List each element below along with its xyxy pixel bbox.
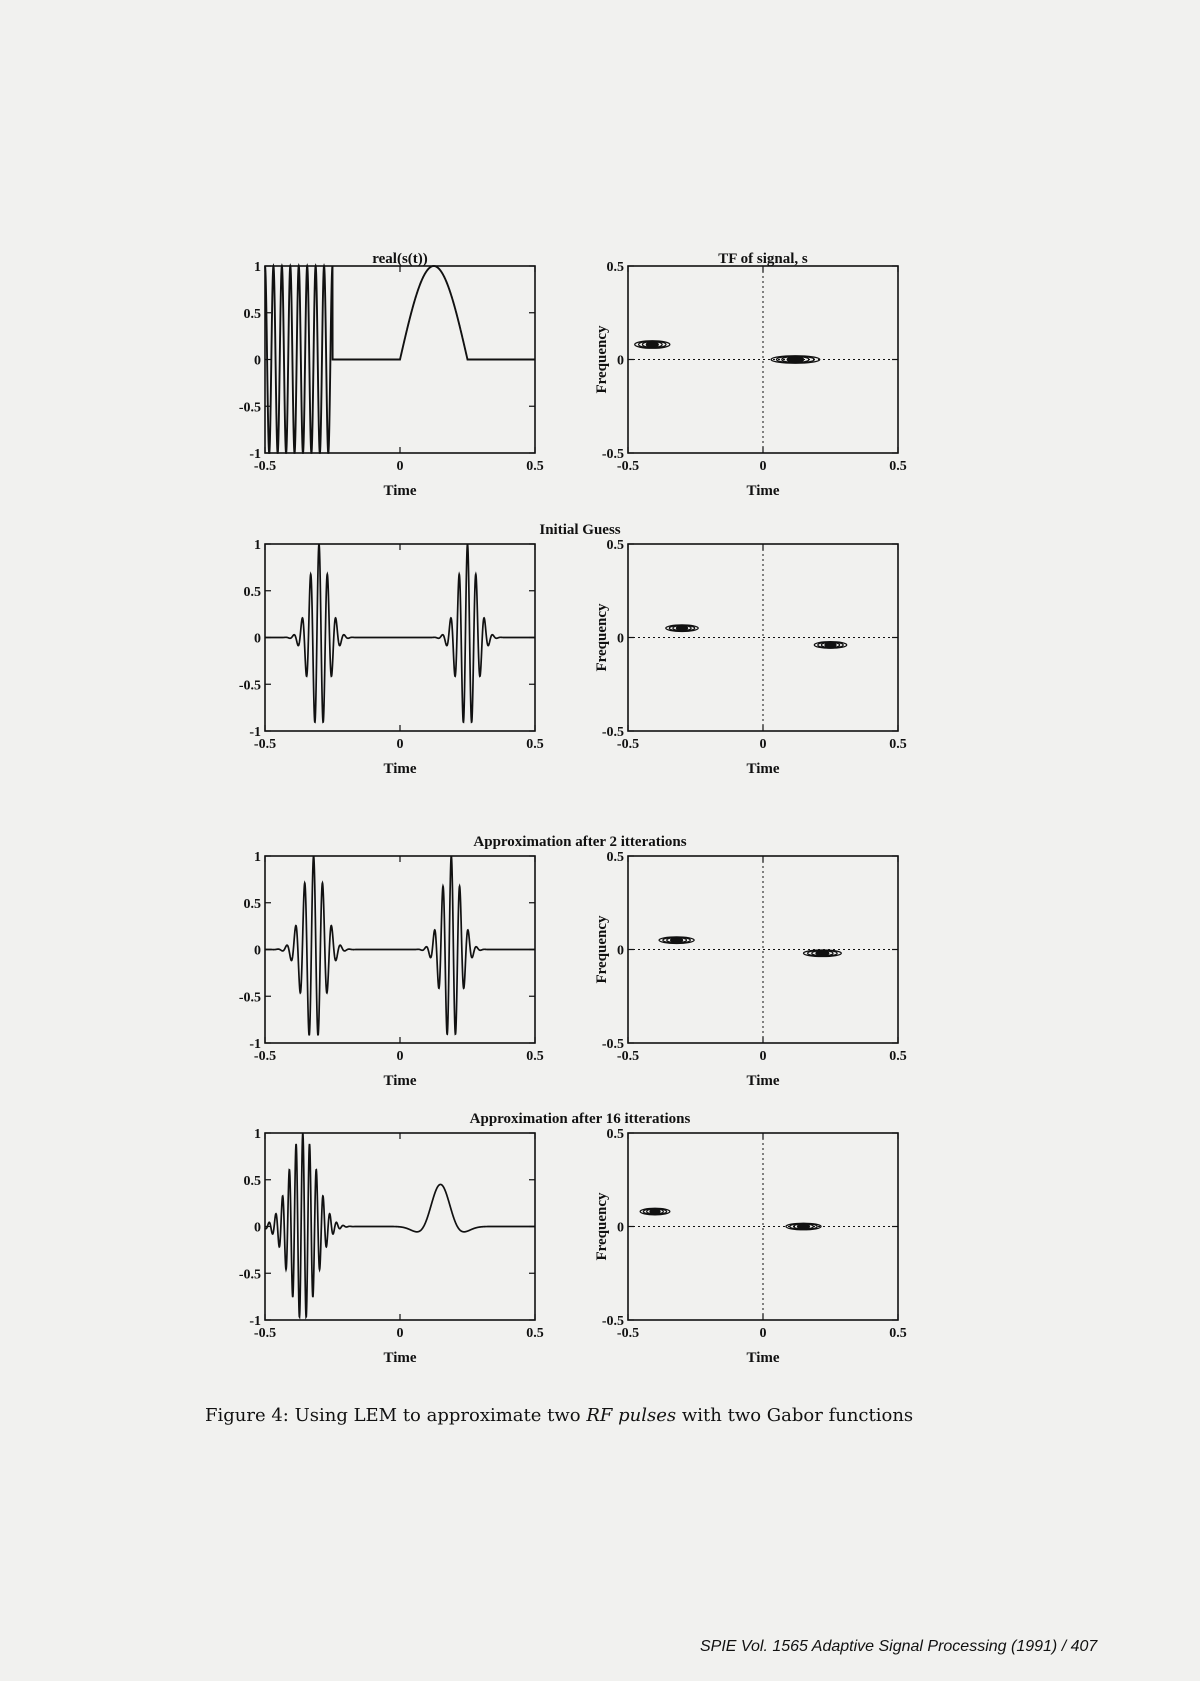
row2-signal-panel: [239, 522, 621, 777]
row4-signal-xtick-label: -0.5: [253, 1326, 277, 1341]
row2-tf-xlabel: Time: [746, 761, 780, 777]
row2-signal-ytick-label: 0.5: [243, 584, 261, 600]
row4-tf-ylabel: Frequency: [594, 1192, 610, 1261]
row3-tf-ytick-label: 0.5: [606, 850, 624, 865]
caption-prefix: Figure 4: Using LEM to approximate two: [205, 1405, 581, 1426]
row4-signal-xlabel: Time: [383, 1350, 417, 1366]
row3-signal-ytick-label: -1: [249, 1037, 261, 1052]
row2-signal-ytick-label: -0.5: [238, 678, 261, 694]
row4-signal-line-gabor-1-and-gabor-2: [265, 1133, 535, 1317]
row4-signal-ytick-label: -1: [249, 1314, 261, 1329]
row2-signal-ytick-label: -1: [249, 725, 261, 740]
row3-signal-ytick-label: 1: [254, 850, 261, 865]
row1-tf-contour-2-level-4: [787, 357, 804, 362]
row3-tf-contour-1-level-4: [671, 938, 683, 943]
row4-tf-ytick-label: -0.5: [601, 1314, 624, 1329]
row4-tf-xtick-label: 0.5: [889, 1326, 907, 1341]
row2-signal-title: Initial Guess: [539, 522, 621, 538]
row3-signal-ytick-label: 0.5: [243, 896, 261, 912]
row4-signal-xtick-label: 0.5: [526, 1326, 544, 1341]
row3-tf-xtick-label: -0.5: [616, 1049, 640, 1064]
row2-tf-xtick-label: 0: [759, 737, 767, 752]
row2-signal-xlabel: Time: [383, 761, 417, 777]
row3-tf-ytick-label: 0: [617, 943, 624, 959]
row2-tf-contour-2-level-4: [825, 643, 836, 648]
row4-tf-contour-2-level-4: [798, 1224, 810, 1229]
row4-signal-ytick-label: -0.5: [238, 1267, 261, 1283]
row4-tf-xlabel: Time: [746, 1350, 780, 1366]
row1-tf-title: TF of signal, s: [718, 251, 808, 267]
row1-tf-panel: [594, 251, 907, 499]
row3-tf-ytick-label: -0.5: [601, 1037, 624, 1052]
row1-tf-ytick-label: 0.5: [606, 260, 624, 275]
row2-signal-xtick-label: -0.5: [253, 737, 277, 752]
row3-signal-xtick-label: 0.5: [526, 1049, 544, 1064]
row4-signal-xtick-label: 0: [396, 1326, 404, 1341]
row1-signal-ytick-label: -1: [249, 447, 261, 462]
row2-tf-xtick-label: -0.5: [616, 737, 640, 752]
row3-tf-xtick-label: 0: [759, 1049, 767, 1064]
row3-tf-xtick-label: 0.5: [889, 1049, 907, 1064]
row2-signal-xtick-label: 0.5: [526, 737, 544, 752]
row2-tf-ytick-label: -0.5: [601, 725, 624, 740]
row3-signal-xtick-label: 0: [396, 1049, 404, 1064]
row2-tf-panel: [594, 538, 907, 777]
row4-tf-panel: [594, 1127, 907, 1366]
row2-signal-ytick-label: 0: [254, 631, 261, 647]
row1-signal-ytick-label: 0.5: [243, 306, 261, 322]
row1-signal-ytick-label: -0.5: [238, 400, 261, 416]
row4-signal-ytick-label: 0.5: [243, 1173, 261, 1189]
caption-suffix: with two Gabor functions: [681, 1405, 914, 1426]
row4-signal-title: Approximation after 16 itterations: [469, 1111, 691, 1127]
row1-signal-xtick-label: -0.5: [253, 459, 277, 474]
row1-signal-ytick-label: 1: [254, 260, 261, 275]
row4-tf-ytick-label: 0: [617, 1220, 624, 1236]
row1-signal-title: real(s(t)): [372, 251, 428, 267]
row1-signal-xtick-label: 0: [396, 459, 404, 474]
row1-signal-panel: [239, 251, 544, 499]
row1-tf-ytick-label: 0: [617, 353, 624, 369]
row1-tf-ytick-label: -0.5: [601, 447, 624, 462]
caption-emphasis: RF pulses: [586, 1405, 677, 1426]
row1-tf-xlabel: Time: [746, 483, 780, 499]
row2-signal-xtick-label: 0: [396, 737, 404, 752]
row2-tf-contour-1-level-4: [676, 626, 687, 631]
row3-signal-line-gabor-1-and-gabor-2: [265, 856, 535, 1035]
row2-signal-ytick-label: 1: [254, 538, 261, 553]
row1-tf-xtick-label: 0.5: [889, 459, 907, 474]
row3-tf-contour-2-level-4: [816, 951, 829, 956]
row3-signal-ytick-label: 0: [254, 943, 261, 959]
row2-tf-xtick-label: 0.5: [889, 737, 907, 752]
row1-signal-xtick-label: 0.5: [526, 459, 544, 474]
row4-tf-contour-1-level-4: [650, 1209, 660, 1214]
row2-tf-ylabel: Frequency: [594, 603, 610, 672]
page-footer: SPIE Vol. 1565 Adaptive Signal Processing (1991) / 407: [700, 1638, 1098, 1655]
row1-signal-ytick-label: 0: [254, 353, 261, 369]
row3-tf-ylabel: Frequency: [594, 915, 610, 984]
row4-signal-ytick-label: 1: [254, 1127, 261, 1142]
row4-signal-ytick-label: 0: [254, 1220, 261, 1236]
figure-caption: [205, 1405, 1005, 1426]
row1-tf-xtick-label: 0: [759, 459, 767, 474]
row4-tf-xtick-label: 0: [759, 1326, 767, 1341]
row3-signal-title: Approximation after 2 itterations: [473, 834, 687, 850]
row4-tf-xtick-label: -0.5: [616, 1326, 640, 1341]
row1-tf-contour-1-level-4: [646, 342, 658, 347]
row4-tf-ytick-label: 0.5: [606, 1127, 624, 1142]
row3-tf-xlabel: Time: [746, 1073, 780, 1089]
row1-signal-xlabel: Time: [383, 483, 417, 499]
row1-signal-line-rf-pulse-and-half-sine-pulse: [265, 266, 535, 453]
row2-tf-ytick-label: 0.5: [606, 538, 624, 553]
row3-signal-xtick-label: -0.5: [253, 1049, 277, 1064]
row1-tf-xtick-label: -0.5: [616, 459, 640, 474]
row3-signal-ytick-label: -0.5: [238, 990, 261, 1006]
row2-signal-line-gabor-1-and-gabor-2: [265, 544, 535, 722]
row3-tf-panel: [594, 850, 907, 1089]
row2-tf-ytick-label: 0: [617, 631, 624, 647]
row1-tf-ylabel: Frequency: [594, 325, 610, 394]
row3-signal-xlabel: Time: [383, 1073, 417, 1089]
